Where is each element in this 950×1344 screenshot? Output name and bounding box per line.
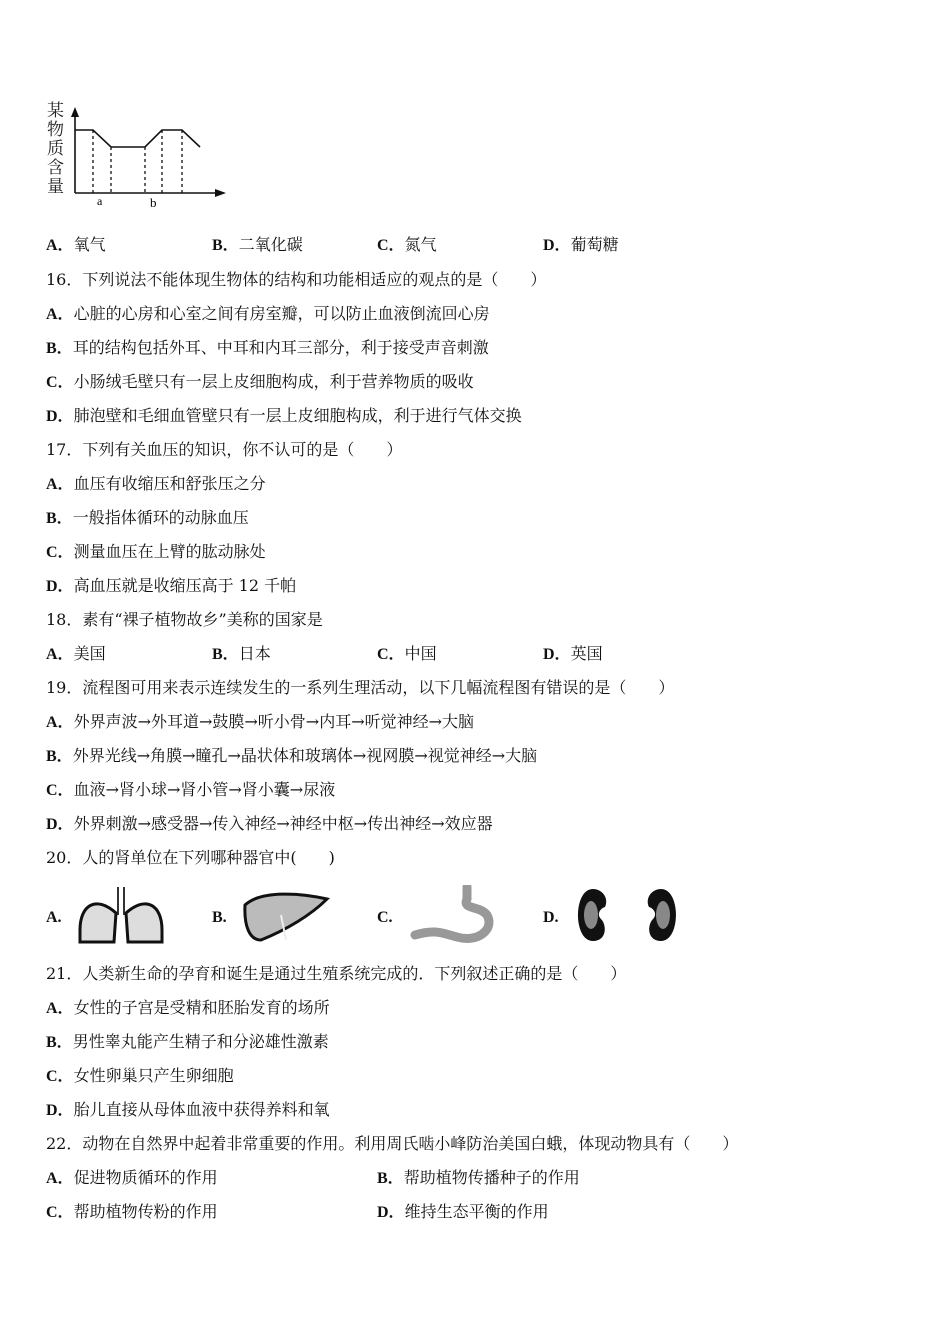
option-letter: D． — [46, 1102, 74, 1119]
y-label-char: 含 — [47, 158, 64, 178]
question-stem: 19．流程图可用来表示连续发生的一系列生理活动，以下几幅流程图有错误的是（ ） — [46, 678, 675, 697]
option-letter: C． — [377, 646, 405, 663]
option-letter: B． — [212, 237, 239, 254]
option-text: 帮助植物传播种子的作用 — [403, 1168, 580, 1187]
option-text: 男性睾丸能产生精子和分泌雄性激素 — [72, 1032, 329, 1051]
option-text: 日本 — [238, 644, 271, 663]
q17-option — [46, 576, 296, 597]
question-stem: 20．人的肾单位在下列哪种器官中( ) — [46, 848, 335, 867]
option-letter: A． — [46, 714, 74, 731]
q21-option — [46, 1032, 329, 1053]
option-text: 肺泡壁和毛细血管壁只有一层上皮细胞构成，利于进行气体交换 — [73, 406, 522, 425]
option-letter: D． — [543, 646, 571, 663]
option-letter: B． — [46, 1034, 73, 1051]
q19-option — [46, 814, 493, 835]
q15-option — [46, 235, 106, 256]
q16-option — [46, 338, 489, 359]
option-letter: A． — [46, 306, 74, 323]
option-text: 促进物质循环的作用 — [73, 1168, 218, 1187]
option-text: 高血压就是收缩压高于 12 千帕 — [73, 576, 297, 595]
q17-stem — [46, 440, 402, 460]
q16-stem — [46, 270, 546, 290]
y-label-char: 某 — [47, 101, 64, 121]
q18-stem — [46, 610, 323, 630]
q20-stem — [46, 848, 335, 868]
q15-option — [543, 235, 619, 256]
option-text: 测量血压在上臂的肱动脉处 — [73, 542, 266, 561]
option-text: 英国 — [570, 644, 603, 663]
stomach-icon — [407, 885, 497, 950]
question-stem: 17．下列有关血压的知识，你不认可的是（ ） — [46, 440, 403, 459]
q22-option — [46, 1202, 218, 1223]
q17-option — [46, 542, 266, 563]
q20-option — [543, 885, 683, 950]
q20-option — [377, 885, 497, 950]
option-text: 血液→肾小球→肾小管→肾小囊→尿液 — [73, 780, 336, 799]
option-text: 一般指体循环的动脉血压 — [72, 508, 249, 527]
option-letter: C. — [377, 908, 393, 926]
q20-option — [212, 885, 331, 950]
q16-option — [46, 304, 490, 325]
option-text: 心脏的心房和心室之间有房室瓣，可以防止血液倒流回心房 — [73, 304, 490, 323]
option-text: 耳的结构包括外耳、中耳和内耳三部分，利于接受声音刺激 — [72, 338, 489, 357]
option-letter: B． — [46, 748, 73, 765]
x-mark-b: b — [150, 195, 157, 210]
lungs-icon — [76, 885, 166, 950]
option-letter: D． — [377, 1204, 405, 1221]
option-text: 女性的子宫是受精和胚胎发育的场所 — [73, 998, 330, 1017]
option-text: 维持生态平衡的作用 — [404, 1202, 549, 1221]
q19-option — [46, 780, 335, 801]
q18-option — [212, 644, 271, 665]
q22-option — [46, 1168, 218, 1189]
option-letter: A. — [46, 908, 62, 926]
substance-content-graph — [60, 105, 230, 210]
q21-option — [46, 1066, 234, 1087]
y-label-char: 物 — [47, 120, 64, 140]
question-stem: 16．下列说法不能体现生物体的结构和功能相适应的观点的是（ ） — [46, 270, 547, 289]
q18-option — [377, 644, 437, 665]
y-label-char: 质 — [47, 139, 64, 159]
q21-stem — [46, 964, 626, 984]
option-text: 二氧化碳 — [238, 235, 303, 254]
option-text: 中国 — [404, 644, 437, 663]
q17-option — [46, 474, 266, 495]
q22-option — [377, 1168, 580, 1189]
option-letter: C． — [46, 544, 74, 561]
option-letter: D． — [543, 237, 571, 254]
question-stem: 18．素有“裸子植物故乡”美称的国家是 — [46, 610, 323, 629]
kidneys-icon — [573, 885, 683, 950]
option-letter: A． — [46, 1170, 74, 1187]
q19-option — [46, 712, 474, 733]
option-letter: D． — [46, 816, 74, 833]
q15-option — [377, 235, 437, 256]
q19-option — [46, 746, 537, 767]
option-text: 血压有收缩压和舒张压之分 — [73, 474, 266, 493]
option-text: 外界声波→外耳道→鼓膜→听小骨→内耳→听觉神经→大脑 — [73, 712, 475, 731]
option-letter: A． — [46, 646, 74, 663]
option-letter: D. — [543, 908, 559, 926]
option-letter: B． — [46, 510, 73, 527]
option-letter: A． — [46, 1000, 74, 1017]
q16-option — [46, 372, 474, 393]
option-letter: D． — [46, 408, 74, 425]
y-label-char: 量 — [47, 177, 64, 197]
q22-option — [377, 1202, 549, 1223]
q18-option — [543, 644, 603, 665]
option-letter: B． — [212, 646, 239, 663]
option-text: 外界光线→角膜→瞳孔→晶状体和玻璃体→视网膜→视觉神经→大脑 — [72, 746, 538, 765]
liver-icon — [241, 885, 331, 950]
option-text: 葡萄糖 — [570, 235, 619, 254]
option-letter: A． — [46, 476, 74, 493]
q22-stem — [46, 1134, 738, 1154]
option-letter: B. — [212, 908, 227, 926]
option-letter: B． — [46, 340, 73, 357]
option-letter: B． — [377, 1170, 404, 1187]
option-letter: C． — [46, 782, 74, 799]
q15-option — [212, 235, 303, 256]
question-stem: 21．人类新生命的孕育和诞生是通过生殖系统完成的．下列叙述正确的是（ ） — [46, 964, 627, 983]
option-text: 美国 — [73, 644, 106, 663]
q18-option — [46, 644, 106, 665]
x-mark-a: a — [97, 194, 103, 208]
option-letter: A． — [46, 237, 74, 254]
option-letter: C． — [46, 1068, 74, 1085]
option-text: 氧气 — [73, 235, 106, 254]
q19-stem — [46, 678, 674, 698]
option-letter: C． — [377, 237, 405, 254]
option-text: 小肠绒毛壁只有一层上皮细胞构成，利于营养物质的吸收 — [73, 372, 474, 391]
option-letter: D． — [46, 578, 74, 595]
option-text: 胎儿直接从母体血液中获得养料和氧 — [73, 1100, 330, 1119]
option-text: 外界刺激→感受器→传入神经→神经中枢→传出神经→效应器 — [73, 814, 493, 833]
q21-option — [46, 998, 330, 1019]
option-text: 女性卵巢只产生卵细胞 — [73, 1066, 234, 1085]
q21-option — [46, 1100, 330, 1121]
option-text: 氮气 — [404, 235, 437, 254]
option-text: 帮助植物传粉的作用 — [73, 1202, 218, 1221]
option-letter: C． — [46, 374, 74, 391]
q17-option — [46, 508, 249, 529]
q16-option — [46, 406, 522, 427]
q20-option — [46, 885, 166, 950]
question-stem: 22．动物在自然界中起着非常重要的作用。利用周氏啮小峰防治美国白蛾，体现动物具有（ ） — [46, 1134, 739, 1153]
option-letter: C． — [46, 1204, 74, 1221]
